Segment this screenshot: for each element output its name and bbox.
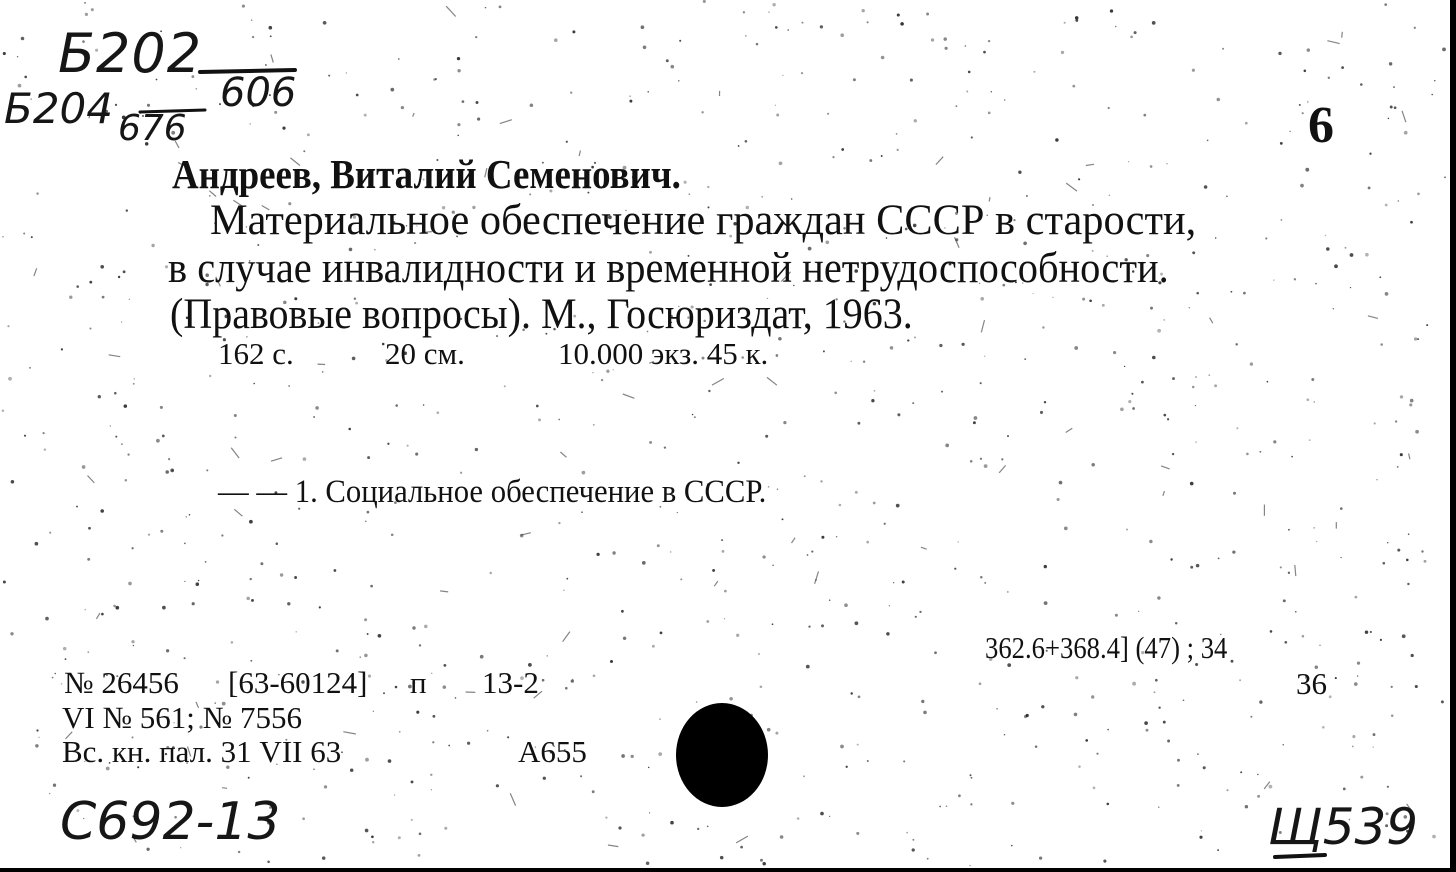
classification-index-2: 36 xyxy=(1296,666,1327,701)
punch-hole xyxy=(676,703,768,807)
card-number: 6 xyxy=(1308,97,1334,154)
record-code: [63-60124] xyxy=(228,665,368,700)
author-name: Андреев, Виталий Семенович. xyxy=(172,151,681,197)
pages: 162 с. xyxy=(218,336,294,371)
handwritten-mark-top: Б202 xyxy=(58,22,203,85)
handwritten-mark-second: Б204 xyxy=(4,84,113,133)
record-number: № 26456 xyxy=(64,665,179,700)
handwritten-mark-second-sub: 676 xyxy=(118,108,187,149)
record-line-2: VI № 561; № 7556 xyxy=(62,700,302,735)
record-code-2: 13-2 xyxy=(482,665,539,700)
record-mark: п xyxy=(410,665,427,700)
handwritten-fraction-right: 606 xyxy=(220,70,297,116)
record-line-3: Вс. кн. пал. 31 VII 63 xyxy=(62,734,342,769)
record-line-3-code: А655 xyxy=(518,734,587,769)
author-heading xyxy=(172,150,737,198)
handwritten-mark-bottom-right: Щ539 xyxy=(1268,798,1419,856)
title-line-2: в случае инвалидности и временной нетрудоспособности. xyxy=(168,245,1169,292)
size: 20 см. xyxy=(385,336,465,371)
handwritten-mark-bottom-left: С692-13 xyxy=(60,792,281,852)
title-line-3: (Правовые вопросы). М., Госюриздат, 1963. xyxy=(170,291,913,338)
copies-price: 10.000 экз. 45 к. xyxy=(558,336,769,371)
title-line-1: Материальное обеспечение граждан СССР в старости, xyxy=(210,197,1197,244)
classification-index: 362.6+368.4] (47) ; 34 xyxy=(985,630,1228,665)
subject-heading: — — 1. Социальное обеспечение в СССР. xyxy=(218,474,767,510)
